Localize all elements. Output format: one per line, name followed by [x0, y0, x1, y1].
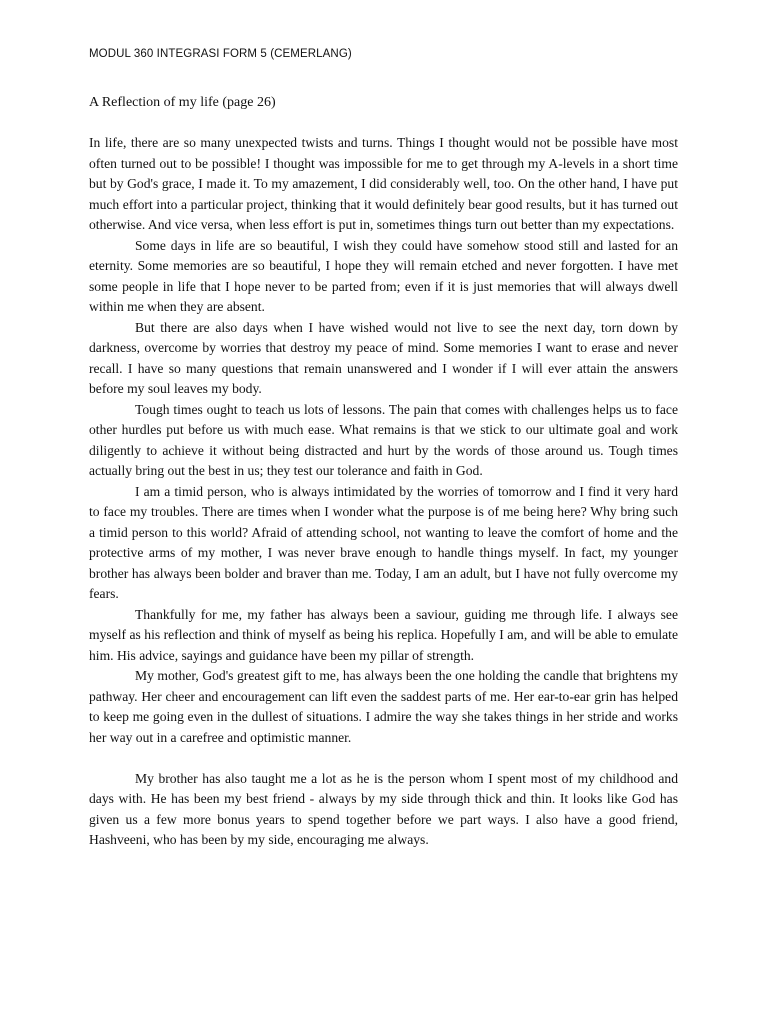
paragraph-8: My brother has also taught me a lot as he is the person whom I spent most of my childhood and days with. He has been my best friend - always by my side through thick and thin. It looks like God has given us a few more bonus years to spend together before we part ways. I also have a good friend, Hashveeni, who has been by my side, encouraging me always.	[89, 770, 678, 847]
paragraph-6: Thankfully for me, my father has always been a saviour, guiding me through life. I always see myself as his reflection and think of myself as being his replica. Hopefully I am, and will be able to emulate him. His advice, sayings and guidance have been my pillar of strength.	[89, 606, 678, 663]
document-title: A Reflection of my life (page 26)	[89, 95, 276, 110]
paragraph-2: Some days in life are so beautiful, I wish they could have somehow stood still and lasted for an eternity. Some memories are so beautiful, I hope they will remain etched and never forgotten. I have met some people in life that I hope never to be parted from; even if it is just memories that will always dwell within me when they are absent.	[89, 237, 678, 314]
page-header: MODUL 360 INTEGRASI FORM 5 (CEMERLANG)	[89, 48, 352, 60]
paragraph-5: I am a timid person, who is always intimidated by the worries of tomorrow and I find it very hard to face my troubles. There are times when I wonder what the purpose is of me being here? Why bring such a timid person to this world? Afraid of attending school, not wanting to leave the comfort of home and the protective arms of my mother, I was never brave enough to handle things myself. In fact, my younger brother has always been bolder and braver than me. Today, I am an adult, but I have not fully overcome my fears.	[89, 483, 678, 601]
document-body	[89, 133, 678, 851]
paragraph-7: My mother, God's greatest gift to me, has always been the one holding the candle that brightens my pathway. Her cheer and encouragement can lift even the saddest parts of me. Her ear-to-ear grin has helped to keep me going even in the dullest of situations. I admire the way she takes things in her stride and works her way out in a carefree and optimistic manner.	[89, 668, 678, 745]
paragraph-1: In life, there are so many unexpected twists and turns. Things I thought would not be possible have most often turned out to be possible! I thought was impossible for me to get through my A-levels in a short time but by God's grace, I made it. To my amazement, I did considerably well, too. On the other hand, I have put much effort into a particular project, thinking that it would definitely bear good results, but it has turned out otherwise. And vice versa, when less effort is put in, sometimes things turn out better than my expectations.	[89, 135, 678, 232]
paragraph-3: But there are also days when I have wished would not live to see the next day, torn down by darkness, overcome by worries that destroy my peace of mind. Some memories I want to erase and never recall. I have so many questions that remain unanswered and I wonder if I will ever attain the answers before my soul leaves my body.	[89, 319, 678, 396]
paragraph-4: Tough times ought to teach us lots of lessons. The pain that comes with challenges helps us to face other hurdles put before us with much ease. What remains is that we stick to our ultimate goal and work diligently to achieve it without being distracted and hurt by the words of those around us. Tough times actually bring out the best in us; they test our tolerance and faith in God.	[89, 401, 678, 478]
